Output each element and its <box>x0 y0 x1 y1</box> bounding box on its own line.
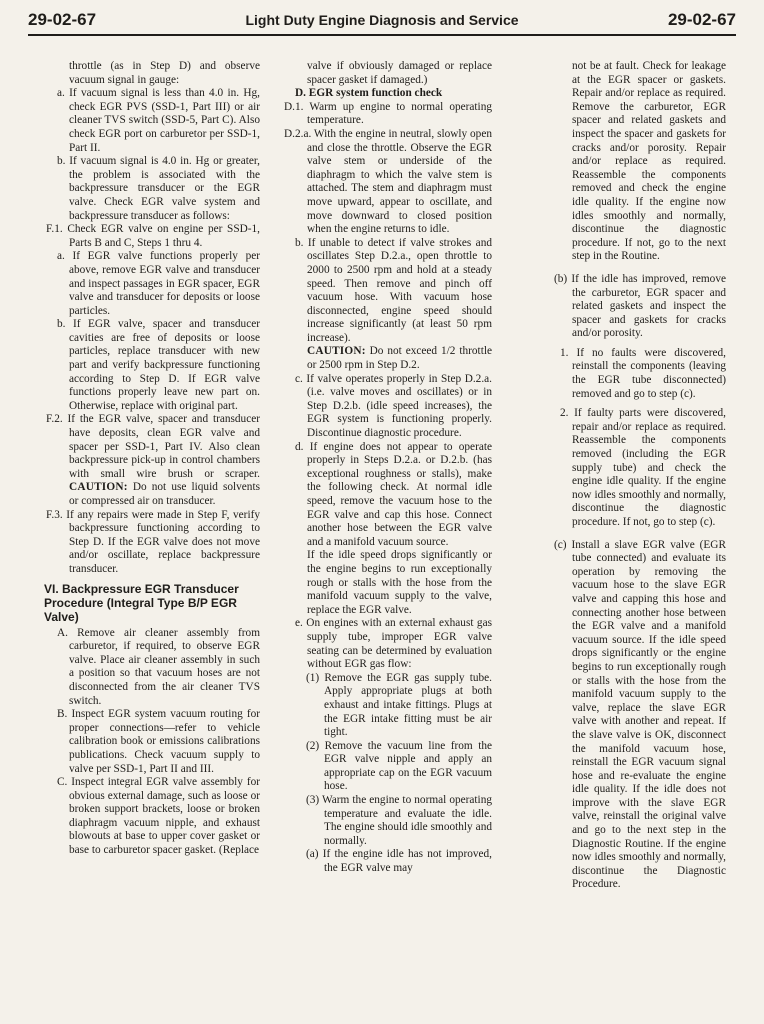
page-title: Light Duty Engine Diagnosis and Service <box>245 12 519 28</box>
paragraph-step-d2a: D.2.a. With the engine in neutral, slowly open and close the throttle. Observe the EGR valve stem or underside of the diaphragm to which the valve stem is attached. The stem and diaphragm must move upward, appear to oscillate, and move downward to closed position when the engine returns to idle. <box>284 127 492 236</box>
paragraph: If the idle speed drops significantly or the engine begins to run exceptionally rough or stalls with the hose from the manifold vacuum supply to the valve, replace the EGR valve. <box>307 549 492 616</box>
paragraph: throttle (as in Step D) and observe vacuum signal in gauge: <box>69 60 260 86</box>
paragraph-substep-3: (3) Warm the engine to normal operating temperature and evaluate the idle. The engine should idle smoothly and normally. <box>306 794 492 847</box>
paragraph-step-f2 <box>44 413 260 508</box>
paragraph-substep-a: (a) If the engine idle has not improved, the EGR valve may <box>306 848 492 875</box>
text-column-2 <box>282 60 492 876</box>
paragraph-step-C: C. Inspect integral EGR valve assembly for obvious external damage, such as loose or broken support brackets, loose or broken diaphragm vacuum nipple, and exhaust blowouts at base to upper cover gasket or base to carburetor spacer gasket. (Replace <box>57 776 260 857</box>
page-number-right: 29-02-67 <box>667 10 736 29</box>
paragraph-step-a: a. If EGR valve functions properly per above, remove EGR valve and transducer and inspect passages in EGR spacer, EGR valve and transducer for deposits or loose particles. <box>57 250 260 317</box>
paragraph-step-e: e. On engines with an external exhaust gas supply tube, improper EGR valve seating can be determined by evaluation without EGR gas flow: <box>295 617 492 671</box>
paragraph-step-A: A. Remove air cleaner assembly from carburetor, if required, to observe EGR valve. Place air cleaner assembly in such a position so that vacuum hoses are not disconnected from the air cleaner TVS switch. <box>57 626 260 707</box>
paragraph-substep-2: (2) Remove the vacuum line from the EGR valve nipple and apply an appropriate cap on the EGR vacuum hose. <box>306 739 492 793</box>
paragraph-substep-1: (1) Remove the EGR gas supply tube. Apply appropriate plugs at both exhaust and intake fittings. Plugs at the EGR intake fitting must be air tight. <box>306 671 492 739</box>
paragraph-item-2: 2. If faulty parts were discovered, repair and/or replace as required. Reassemble the components removed (including the EGR supply tube) and check the engine idle quality. If the engine now idles smoothly and normally, discontinue the diagnostic procedure. If not, go to step (c). <box>560 407 726 528</box>
text-column-3 <box>536 60 726 892</box>
paragraph-substep-c: (c) Install a slave EGR valve (EGR tube connected) and evaluate its operation by removing the vacuum hose to the slave EGR valve and capping this hose and connecting another hose between the EGR valve and a manifold vacuum source. If the idle speed drops significantly or the engine begins to run exceptionally rough or stalls with the hose from the manifold vacuum supply to the valve, replace the slave EGR valve with another and repeat. If the slave valve is OK, disconnect the manifold vacuum hose, reinstall the EGR vacuum signal hose and re-evaluate the engine idle quality. If the idle does not improve with the slave EGR valve, reinstall the original valve and go to the next step in the Diagnostic Routine. If the engine now idles smoothly and normally, discontinue the Diagnostic Procedure. <box>554 538 726 891</box>
paragraph-step-f1: F.1. Check EGR valve on engine per SSD-1, Parts B and C, Steps 1 thru 4. <box>46 223 260 249</box>
paragraph-step-c: c. If valve operates properly in Step D.2.a. (i.e. valve moves and oscillates) or in Step D.2.b. (idle speed increases), the EGR system is functioning properly. Discontinue diagnostic procedure. <box>295 372 492 440</box>
paragraph-text: F.2. If the EGR valve, spacer and transducer have deposits, clean EGR valve and spacer per SSD-1, Part IV. Also clean backpressure pick-up in control chambers with small wire brush or scraper. <box>46 413 260 480</box>
paragraph-substep-b: (b) If the idle has improved, remove the carburetor, EGR spacer and related gaskets and inspect the spacer and gaskets for cracks and/or porosity. <box>554 272 726 340</box>
section-heading: VI. Backpressure EGR Transducer Procedure (Integral Type B/P EGR Valve) <box>44 581 239 624</box>
caution-text: Do not exceed 1/2 throttle or 2500 rpm in Step D.2. <box>307 345 492 372</box>
paragraph-step-a: a. If vacuum signal is less than 4.0 in. Hg, check EGR PVS (SSD-1, Part III) or air cleaner TVS switch (SSD-5, Part C). Also check EGR port on carburetor per SSD-1, Part II. <box>57 87 260 154</box>
paragraph-step-f3: F.3. If any repairs were made in Step F, verify backpressure functioning according to Step D. If the EGR valve does not move and/or oscillate, replace backpressure transducer. <box>46 508 260 575</box>
caution-text: Do not use liquid solvents or compressed air on transducer. <box>69 481 260 507</box>
page-header <box>28 8 736 36</box>
caution-label: CAUTION: <box>307 345 366 358</box>
paragraph-step-B: B. Inspect EGR system vacuum routing for proper connections—refer to vehicle calibration book or emissions calibrations publications. Check vacuum supply to valve per SSD-1, Part II and III. <box>57 708 260 775</box>
paragraph-step-b: b. If vacuum signal is 4.0 in. Hg or greater, the problem is associated with the backpressure transducer or the EGR valve. Check EGR valve system and backpressure transducer as follows: <box>57 155 260 222</box>
caution-paragraph <box>282 345 492 372</box>
caution-label: CAUTION: <box>69 481 128 494</box>
page-number-left: 29-02-67 <box>28 10 97 29</box>
paragraph-step-d: d. If engine does not appear to operate properly in Steps D.2.a. or D.2.b. (has exceptional roughness or stalls), make the following check. At normal idle speed, remove the vacuum hose to the EGR valve and cap this hose. Connect another hose between the EGR valve and a manifold vacuum source. <box>295 440 492 548</box>
text-column-1 <box>44 60 260 858</box>
paragraph-item-1: 1. If no faults were discovered, reinstall the components (leaving the EGR tube disconnected) removed and go to step (c). <box>560 346 726 400</box>
paragraph-step-b: b. If unable to detect if valve strokes and oscillates Step D.2.a., open throttle to 2000 to 2500 rpm and hold at a steady speed. Then remove and pinch off vacuum hose. With vacuum hose disconnected, engine speed should increase significantly (at least 50 rpm increase). <box>295 236 492 344</box>
paragraph: valve if obviously damaged or replace spacer gasket if damaged.) <box>307 60 492 86</box>
paragraph: not be at fault. Check for leakage at the EGR spacer or gaskets. Repair and/or replace as required. Remove the carburetor, EGR spacer and related gaskets and inspect the spacer and gaskets for cracks and/or porosity. Repair and/or replace as required. Reassemble the components removed and check the engine idle quality. If the engine now idles smoothly and normally, discontinue the diagnostic procedure. If not, go to the next step in the Routine. <box>572 60 726 263</box>
paragraph-step-d1: D.1. Warm up engine to normal operating temperature. <box>284 100 492 127</box>
paragraph-step-b: b. If EGR valve, spacer and transducer cavities are free of deposits or loose particles, replace transducer with new part and verify backpressure functioning according to Step D. If EGR valve functions properly leave new part on. Otherwise, replace with original part. <box>57 318 260 412</box>
subheading-step-d: D. EGR system function check <box>295 87 443 100</box>
